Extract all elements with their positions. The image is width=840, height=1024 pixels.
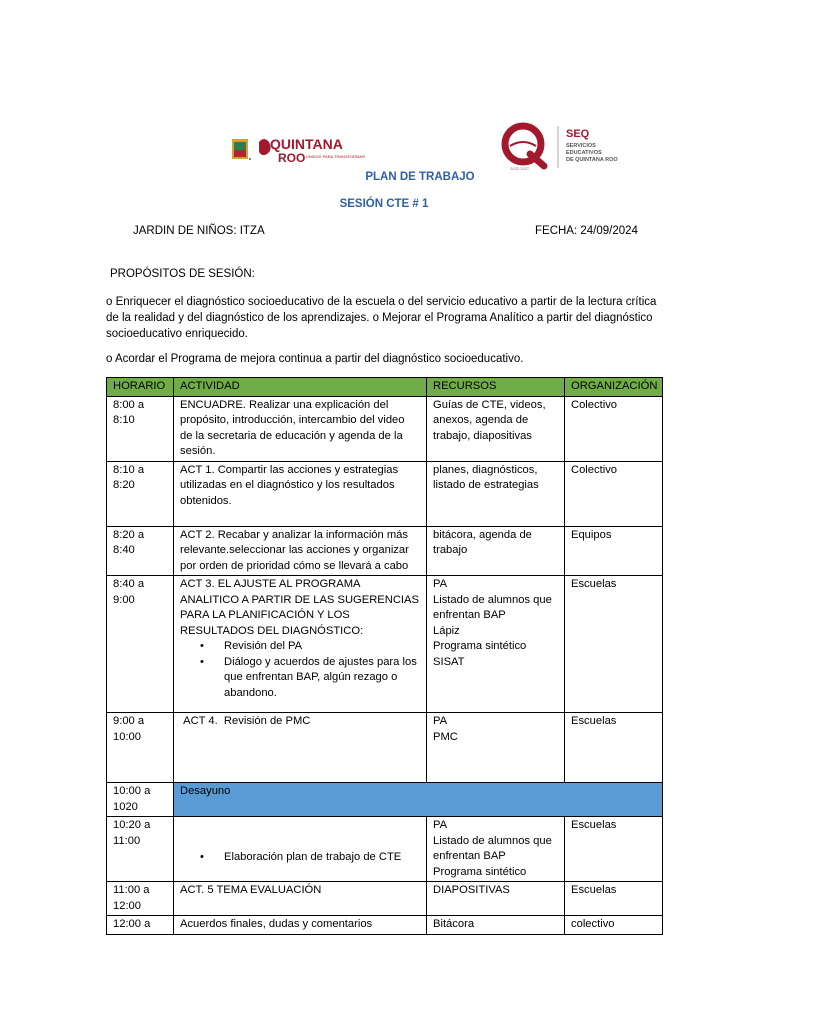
table-row [107, 783, 663, 817]
organization-cell: Colectivo [565, 461, 663, 526]
organization-cell: Escuelas [565, 713, 663, 783]
seq-logo [496, 120, 646, 172]
table-row [107, 713, 663, 783]
document-title: PLAN DE TRABAJO [365, 171, 475, 183]
header-horario: HORARIO [107, 378, 174, 397]
purpose-paragraph-2: o Acordar el Programa de mejora continua a partir del diagnóstico socioeducativo. [106, 353, 524, 365]
time-cell: 11:00 a 12:00 [107, 882, 174, 916]
resources-cell [427, 576, 565, 713]
bullet-item: • Diálogo y acuerdos de ajustes para los que enfrentan BAP, algún rezago o abandono. [200, 655, 420, 702]
header-actividad: ACTIVIDAD [174, 378, 427, 397]
resources-cell [427, 817, 565, 882]
resources-cell: planes, diagnósticos, listado de estrategias [427, 461, 565, 526]
quintana-roo-logo [230, 134, 365, 168]
organization-cell: Colectivo [565, 396, 663, 461]
activity-cell: ENCUADRE. Realizar una explicación del propósito, introducción, intercambio del video de la secretaria de educación y agenda de la sesión. [174, 396, 427, 461]
time-cell: 10:00 a 1020 [107, 783, 174, 817]
resource-item: Listado de alumnos que enfrentan BAP [433, 834, 552, 862]
activity-bullet-list [180, 639, 420, 701]
table-row [107, 882, 663, 916]
activity-bullet-list [180, 850, 420, 866]
table-row [107, 916, 663, 935]
resource-item: Programa sintético [433, 640, 527, 652]
activity-cell: ACT 2. Recabar y analizar la información más relevante.seleccionar las acciones y organizar por orden de prioridad cómo se llevará a cabo [174, 526, 427, 576]
resource-item: Programa sintético [433, 865, 527, 878]
header-recursos: RECURSOS [427, 378, 565, 397]
time-cell: 8:00 a 8:10 [107, 396, 174, 461]
svg-text:2022-2027: 2022-2027 [510, 166, 530, 171]
work-plan-table [106, 377, 663, 935]
breakfast-cell: Desayuno [174, 783, 663, 817]
activity-cell [174, 576, 427, 713]
activity-text: ACT 3. EL AJUSTE AL PROGRAMA ANALITICO A PARTIR DE LAS SUGERENCIAS PARA LA PLANIFICACIÓN Y LOS RESULTADOS DEL DIAGNÓSTICO: [180, 578, 419, 637]
resources-cell: Guías de CTE, videos, anexos, agenda de trabajo, diapositivas [427, 396, 565, 461]
svg-text:EDUCATIVOS: EDUCATIVOS [566, 150, 602, 156]
table-row [107, 817, 663, 882]
activity-cell: ACT. 5 TEMA EVALUACIÓN [174, 882, 427, 916]
organization-cell: Escuelas [565, 817, 663, 882]
resources-cell [427, 713, 565, 783]
svg-text:DE QUINTANA ROO: DE QUINTANA ROO [566, 157, 618, 163]
resources-cell: DIAPOSITIVAS [427, 882, 565, 916]
table-row [107, 461, 663, 526]
svg-text:SERVICIOS: SERVICIOS [566, 143, 596, 149]
table-row [107, 526, 663, 576]
activity-cell: ACT 4. Revisión de PMC [174, 713, 427, 783]
activity-cell [174, 817, 427, 882]
svg-text:UNIDOS PARA TRANSFORMAR: UNIDOS PARA TRANSFORMAR [306, 154, 365, 159]
organization-cell: Escuelas [565, 576, 663, 713]
resource-item: PMC [433, 730, 458, 743]
table-header-row [107, 378, 663, 397]
time-cell: 9:00 a 10:00 [107, 713, 174, 783]
bullet-item: • Elaboración plan de trabajo de CTE [200, 850, 420, 866]
resources-cell: bitácora, agenda de trabajo [427, 526, 565, 576]
table-row [107, 576, 663, 713]
resources-cell: Bitácora [427, 916, 565, 935]
document-subtitle: SESIÓN CTE # 1 [339, 198, 429, 210]
resource-item: PA [433, 715, 448, 727]
resource-item: Lápiz [433, 624, 460, 637]
resource-item: PA [433, 819, 448, 831]
resource-item: PA [433, 578, 448, 590]
activity-cell: Acuerdos finales, dudas y comentarios [174, 916, 427, 935]
time-cell: 12:00 a [107, 916, 174, 935]
time-cell: 8:10 a 8:20 [107, 461, 174, 526]
time-cell: 8:20 a 8:40 [107, 526, 174, 576]
school-name: JARDIN DE NIÑOS: ITZA [133, 225, 265, 237]
header-organizacion: ORGANIZACIÓN [565, 378, 663, 397]
organization-cell: Equipos [565, 526, 663, 576]
table-row [107, 396, 663, 461]
activity-cell: ACT 1. Compartir las acciones y estrategias utilizadas en el diagnóstico y los resultados obtenidos. [174, 461, 427, 526]
bullet-item: • Revisión del PA [200, 639, 420, 655]
organization-cell: Escuelas [565, 882, 663, 916]
purpose-paragraph-1: o Enriquecer el diagnóstico socioeducativo de la escuela o del servicio educativo a partir de la lectura crítica de la realidad y del diagnóstico de los aprendizajes. o Mejorar el Programa Analítico a partir del diagnóstico socioeducativo enriquecido. [106, 296, 657, 340]
svg-text:SEQ: SEQ [566, 128, 590, 140]
time-cell: 8:40 a 9:00 [107, 576, 174, 713]
time-cell: 10:20 a 11:00 [107, 817, 174, 882]
resource-item: Listado de alumnos que enfrentan BAP [433, 593, 552, 621]
svg-text:ROO: ROO [278, 151, 306, 165]
purposes-heading: PROPÓSITOS DE SESIÓN: [110, 268, 255, 280]
svg-text:QUINTANA: QUINTANA [270, 136, 343, 152]
organization-cell: colectivo [565, 916, 663, 935]
resource-item: SISAT [433, 655, 465, 668]
session-date: FECHA: 24/09/2024 [535, 225, 638, 237]
